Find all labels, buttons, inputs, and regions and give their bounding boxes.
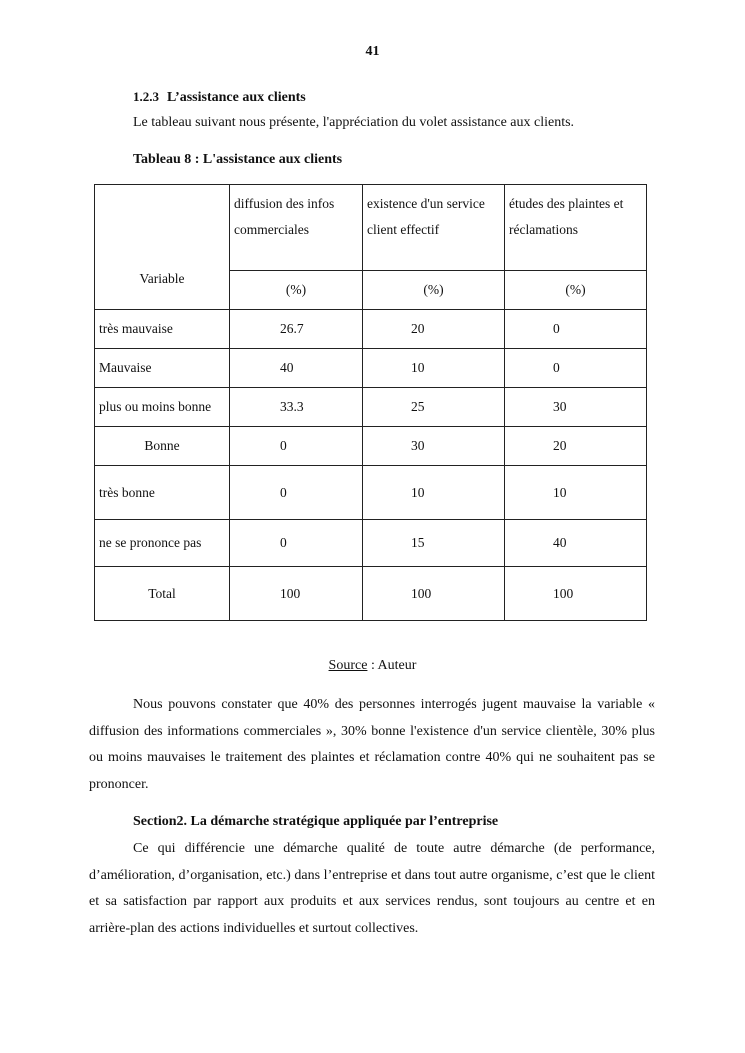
source-label: Source: [328, 658, 368, 673]
table-total-row: [95, 567, 647, 621]
total-value: 100: [363, 567, 505, 621]
section-2-title: Section2. La démarche stratégique appliquée par l’entreprise: [133, 814, 499, 829]
cell-value: 0: [505, 310, 647, 349]
total-value: 100: [505, 567, 647, 621]
page-number: 41: [365, 44, 380, 59]
variable-header: Variable: [95, 185, 230, 310]
paragraph-2-text: Ce qui différencie une démarche qualité de toute autre démarche (de performance, d’amélioration, d’organisation, etc.) dans l’entreprise et dans tout autre organisme, c’est que le client et sa satisfaction par rapport aux produits et aux services rendus, sont toujours au centre et en arrière-plan des actions individuelles et surtout collectives.: [89, 841, 655, 936]
cell-value: 25: [363, 388, 505, 427]
column-header-2: existence d'un service client effectif: [363, 185, 505, 271]
subsection-heading: [133, 89, 306, 106]
table-row: [95, 466, 647, 520]
paragraph-1-text: Nous pouvons constater que 40% des personnes interrogés jugent mauvaise la variable « diffusion des informations commerciales », 30% bonne l'existence d'un service clientèle, 30% plus ou moins mauvaises le traitement des plaintes et réclamation contre 40% qui ne souhaitent pas se prononcer.: [89, 697, 655, 792]
column-header-3: études des plaintes et réclamations: [505, 185, 647, 271]
table-row: [95, 427, 647, 466]
column-header-1: diffusion des infos commerciales: [230, 185, 363, 271]
cell-value: 33.3: [230, 388, 363, 427]
cell-value: 10: [363, 349, 505, 388]
row-label: plus ou moins bonne: [95, 388, 230, 427]
cell-value: 40: [505, 520, 647, 567]
table-row: [95, 349, 647, 388]
unit-3: (%): [505, 271, 647, 310]
row-label: Mauvaise: [95, 349, 230, 388]
cell-value: 0: [230, 466, 363, 520]
assistance-table: [94, 184, 647, 621]
subsection-number: 1.2.3: [133, 89, 159, 104]
table-caption: Tableau 8 : L'assistance aux clients: [133, 152, 343, 167]
table-source: [0, 658, 745, 674]
row-label: très mauvaise: [95, 310, 230, 349]
cell-value: 0: [505, 349, 647, 388]
table-row: [95, 388, 647, 427]
cell-value: 15: [363, 520, 505, 567]
cell-value: 0: [230, 520, 363, 567]
cell-value: 10: [363, 466, 505, 520]
table-header-row: [95, 185, 647, 271]
table-row: [95, 520, 647, 567]
row-label: très bonne: [95, 466, 230, 520]
source-rest: : Auteur: [367, 658, 417, 673]
cell-value: 20: [505, 427, 647, 466]
cell-value: 10: [505, 466, 647, 520]
cell-value: 30: [363, 427, 505, 466]
total-value: 100: [230, 567, 363, 621]
total-label: Total: [95, 567, 230, 621]
paragraph-2: [89, 836, 655, 942]
intro-text: Le tableau suivant nous présente, l'appréciation du volet assistance aux clients.: [133, 115, 575, 130]
cell-value: 26.7: [230, 310, 363, 349]
cell-value: 40: [230, 349, 363, 388]
unit-2: (%): [363, 271, 505, 310]
table-row: [95, 310, 647, 349]
row-label: Bonne: [95, 427, 230, 466]
cell-value: 0: [230, 427, 363, 466]
unit-1: (%): [230, 271, 363, 310]
cell-value: 20: [363, 310, 505, 349]
row-label: ne se prononce pas: [95, 520, 230, 567]
subsection-title: L’assistance aux clients: [167, 90, 306, 105]
paragraph-1: [89, 692, 655, 798]
cell-value: 30: [505, 388, 647, 427]
